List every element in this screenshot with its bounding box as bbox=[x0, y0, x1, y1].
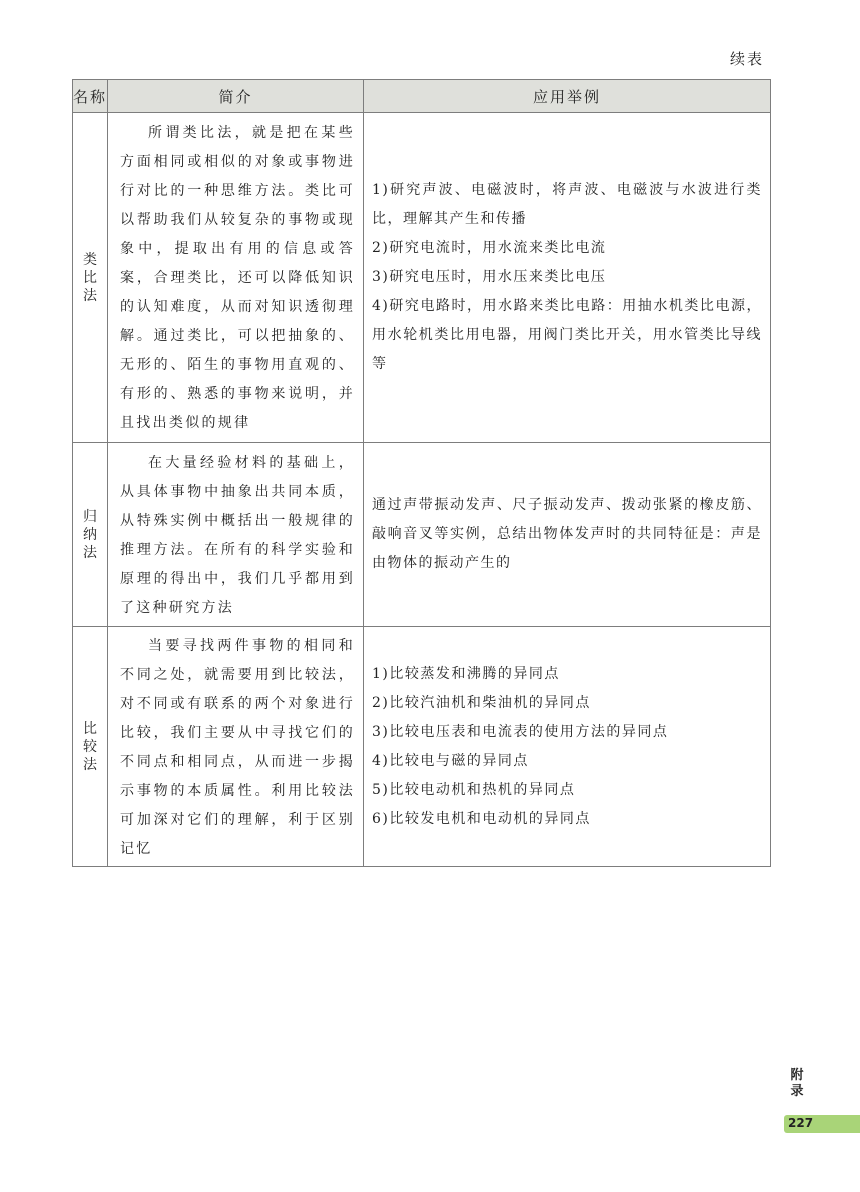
example-item: 3)比较电压表和电流表的使用方法的异同点 bbox=[372, 723, 669, 740]
example-item: 1)比较蒸发和沸腾的异同点 bbox=[372, 665, 560, 682]
header-intro: 简介 bbox=[108, 80, 364, 113]
table-row bbox=[73, 443, 771, 627]
example-item: 通过声带振动发声、尺子振动发声、拨动张紧的橡皮筋、敲响音叉等实例，总结出物体发声时的共同特征是：声是由物体的振动产生的 bbox=[372, 497, 762, 571]
example-list bbox=[364, 660, 770, 834]
examples-cell bbox=[364, 443, 771, 627]
intro-cell bbox=[108, 627, 364, 867]
examples-cell bbox=[364, 627, 771, 867]
example-item: 2)研究电流时，用水流来类比电流 bbox=[372, 240, 607, 256]
example-item: 1)研究声波、电磁波时，将声波、电磁波与水波进行类比，理解其产生和传播 bbox=[372, 182, 762, 227]
table-row bbox=[73, 113, 771, 443]
table-row bbox=[73, 627, 771, 867]
example-item: 4)比较电与磁的异同点 bbox=[372, 752, 529, 769]
example-item: 6)比较发电机和电动机的异同点 bbox=[372, 810, 591, 827]
intro-cell bbox=[108, 113, 364, 443]
header-name: 名称 bbox=[73, 80, 108, 113]
header-examples: 应用举例 bbox=[364, 80, 771, 113]
example-item: 3)研究电压时，用水压来类比电压 bbox=[372, 269, 607, 285]
methods-table bbox=[72, 79, 771, 867]
method-name-cell bbox=[73, 627, 108, 867]
example-item: 4)研究电路时，用水路来类比电路：用抽水机类比电源，用水轮机类比用电器，用阀门类比开关，用水管类比导线等 bbox=[372, 298, 762, 372]
page-number-tab bbox=[784, 1115, 860, 1133]
method-intro: 在大量经验材料的基础上，从具体事物中抽象出共同本质，从特殊实例中概括出一般规律的推理方法。在所有的科学实验和原理的得出中，我们几乎都用到了这种研究方法 bbox=[120, 454, 355, 616]
method-name-cell bbox=[73, 113, 108, 443]
example-list bbox=[364, 491, 770, 578]
examples-cell bbox=[364, 113, 771, 443]
table-header-row bbox=[73, 80, 771, 113]
method-name: 归纳法 bbox=[83, 508, 97, 561]
example-item: 2)比较汽油机和柴油机的异同点 bbox=[372, 694, 591, 711]
intro-cell bbox=[108, 443, 364, 627]
example-item: 5)比较电动机和热机的异同点 bbox=[372, 781, 576, 798]
continued-label: 续表 bbox=[730, 50, 765, 68]
appendix-label: 附录 bbox=[790, 1068, 804, 1099]
page-number: 227 bbox=[788, 1116, 814, 1130]
example-list bbox=[364, 176, 770, 379]
method-name: 比较法 bbox=[83, 720, 97, 773]
method-name: 类比法 bbox=[83, 251, 97, 304]
method-intro: 所谓类比法，就是把在某些方面相同或相似的对象或事物进行对比的一种思维方法。类比可以帮助我们从较复杂的事物或现象中，提取出有用的信息或答案，合理类比，还可以降低知识的认知难度，从而对知识透彻理解。通过类比，可以把抽象的、无形的、陌生的事物用直观的、有形的、熟悉的事物来说明，并且找出类似的规律 bbox=[120, 125, 355, 431]
method-name-cell bbox=[73, 443, 108, 627]
method-intro: 当要寻找两件事物的相同和不同之处，就需要用到比较法，对不同或有联系的两个对象进行比较，我们主要从中寻找它们的不同点和相同点，从而进一步揭示事物的本质属性。利用比较法可加深对它们的理解，利于区别记忆 bbox=[120, 637, 355, 857]
